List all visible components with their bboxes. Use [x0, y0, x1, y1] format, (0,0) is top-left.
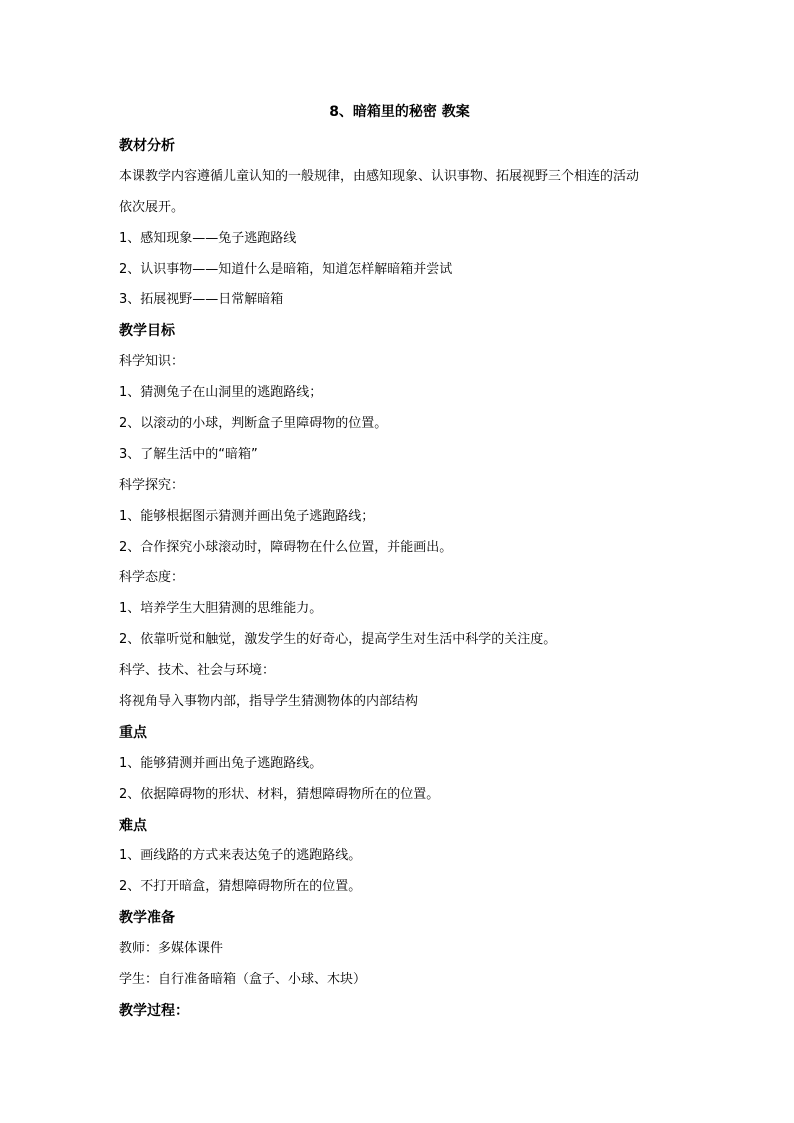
section-heading: 教学准备 [119, 910, 175, 927]
paragraph-line: 科学态度： [119, 570, 185, 586]
section-heading: 难点 [119, 817, 147, 834]
paragraph-line: 3、了解生活中的“暗箱” [119, 446, 258, 462]
paragraph-line: 2、不打开暗盒，猜想障碍物所在的位置。 [119, 879, 362, 895]
section-heading: 教学过程： [119, 1002, 189, 1019]
document-title: 8、暗箱里的秘密 教案 [329, 104, 470, 120]
paragraph-line: 2、依据障碍物的形状、材料，猜想障碍物所在的位置。 [119, 786, 440, 802]
paragraph-line: 2、认识事物——知道什么是暗箱，知道怎样解暗箱并尝试 [119, 261, 453, 277]
paragraph-line: 2、依靠听觉和触觉，激发学生的好奇心，提高学生对生活中科学的关注度。 [119, 632, 557, 648]
paragraph-line: 3、拓展视野——日常解暗箱 [119, 292, 284, 308]
paragraph-line: 科学知识： [119, 354, 185, 370]
paragraph-line: 1、画线路的方式来表达兔子的逃跑路线。 [119, 848, 362, 864]
paragraph-line: 1、能够根据图示猜测并画出兔子逃跑路线； [119, 508, 375, 524]
paragraph-line: 1、能够猜测并画出兔子逃跑路线。 [119, 755, 323, 771]
section-heading: 重点 [119, 724, 147, 741]
paragraph-line: 教师：多媒体课件 [119, 941, 224, 957]
paragraph-line: 依次展开。 [119, 199, 185, 215]
paragraph-line: 科学探究： [119, 477, 185, 493]
paragraph-line: 学生：自行准备暗箱（盒子、小球、木块） [119, 972, 367, 988]
paragraph-line: 2、合作探究小球滚动时，障碍物在什么位置，并能画出。 [119, 539, 453, 555]
paragraph-line: 科学、技术、社会与环境： [119, 663, 276, 679]
paragraph-line: 将视角导入事物内部，指导学生猜测物体的内部结构 [119, 694, 419, 710]
paragraph-line: 1、培养学生大胆猜测的思维能力。 [119, 601, 323, 617]
section-heading: 教学目标 [119, 323, 175, 340]
paragraph-line: 1、感知现象——兔子逃跑路线 [119, 230, 297, 246]
section-heading: 教材分析 [119, 138, 175, 154]
paragraph-line: 本课教学内容遵循儿童认知的一般规律，由感知现象、认识事物、拓展视野三个相连的活动 [119, 168, 640, 184]
paragraph-line: 2、以滚动的小球，判断盒子里障碍物的位置。 [119, 416, 388, 432]
paragraph-line: 1、猜测兔子在山洞里的逃跑路线； [119, 385, 323, 401]
document-body [119, 131, 679, 1027]
